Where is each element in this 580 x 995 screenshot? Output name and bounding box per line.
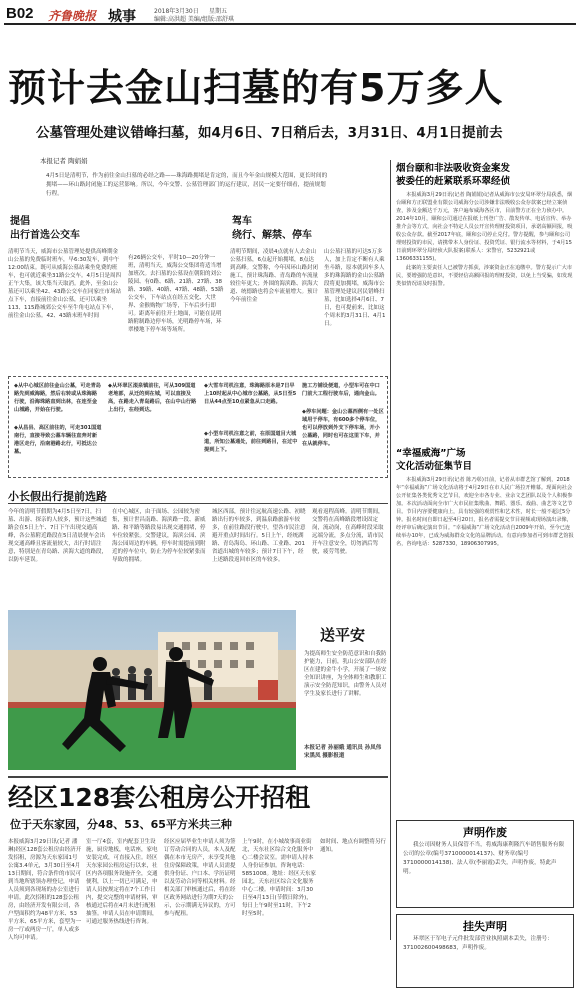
- section2-col-2: 在中心城区，由于面场、公园较为密集，预计世昌南路、海滨路一段、新威路、和平路等路段易出现交通拥堵，停车位较紧张。交警建议，海滨公园、滨海公园周边的车辆，停车时需提前到附近的停车位中，防止为停车位较紧张而导致的拥堵。: [112, 509, 206, 563]
- lead-intro: 4月5日是清明节，作为前往金山扫墓的必经之路——珠海路拥堵是肯定的，而且今年金山规模大范围，更长时间的拥堵——环山路封闭施工的运营影响。所以，今年交警、公墓管理部门的运行建议，居民一定要仔细看，提前规划行程。: [46, 173, 328, 197]
- tip-6: 施工方铺设便道，小型车可在中口门前大工程行驶车后，通向金山。: [302, 383, 380, 397]
- col1-title-a: 提倡: [10, 216, 30, 227]
- housing-col-1: 本报威海3月29日讯(记者 潘琳)经区128套公租房由经济开发招租，房源为天东家园1号公寓3.4单元，3月30日至4月13日期间，符合条件的市民可到当地所辖领办理登记，申请人员须到各现场的办公室进行申请。此次招租的128套公租房，由经济开发有限公司，各户型面积约为48平方米、53平方米、65平方米，套型为一房一厅或两房一厅，单人或多人均可申请。: [8, 839, 82, 941]
- lead-subhead: 公墓管理处建议错峰扫墓，如4月6日、7日稍后去，3月31日、4月1日提前去: [36, 125, 503, 141]
- photo-caption-body: 为提高师生安全防范意识和自我防护能力，日前，乳山公安部队在经区在建的金牛小学，开展了一场安全知识讲座，为全体师生和教职工演示安全防范知识，由警务人员对学生及家长进行了讲解。: [304, 651, 387, 697]
- photo-caption-title: 送平安: [320, 626, 366, 644]
- editor-credits: 编辑:高洪超 美编/组版:邵舒琪: [154, 16, 234, 23]
- housing-headline: 经区128套公租房公开招租: [8, 783, 311, 812]
- tip-2: ◆从昌县、高区前往的，可走301国道南行，直接导致公墓车辆往直奔对新港区走行，沿南港路北行，可抵达公墓。: [14, 425, 102, 455]
- story2-paragraph: 本报威海3月29日讯(记者 陈乃彰)日前，记者从市群艺馆了解到，2018年“幸福威海”广场文化活动将于4月29日在市人民广场拉开帷幕。现面向社会公开征集各类优秀文艺节目，欢迎全市各专业、业余文艺团队以及个人积极参加。本次活动面向全市广大市民征集歌曲、舞蹈、器乐、戏曲、曲艺等文艺节目。节目内容要健康向上，具有较强的观赏性和艺术性，时长一般不超过5分钟。报名时间自即日起至4月20日，报名者需提交节目视频或现场演出录像，经评审后确定演出节目。“幸福威海”广场文化活动自2009年开始，至今已连续举办10年，已成为威海群众文化的品牌活动。有意向参加者可到市群艺馆报名，咨询电话：5287330，18906307995。: [396, 477, 574, 547]
- lead-col-4: 山公墓扫墓的可达5万多人，加上肯定不断有人乘坐斗路，原本就因车多人多的珠海路的金山公墓路段将更加拥堵，威海市公墓管理处建议居民错峰扫墓，比如选择4月6日、7日，也可提前来，比如这个周末的3月31日、4月1日。: [324, 249, 386, 327]
- col1-title-b: 出行首选公交车: [10, 230, 80, 241]
- photo-credits: 本报记者 孙丽娥 通讯员 孙凤伟 宋黑凤 摄影报道: [304, 745, 382, 759]
- notice-void-title: 声明作废: [463, 826, 507, 839]
- story1-body: [396, 191, 574, 441]
- story1-paragraph-2: 此案的主要责任人已被警方抓获，涉案资金正在追缴中。警方提示广大市民，要增强防范意识，不要轻信高额回报的理财投资，以免上当受骗，如发现类似情况请及时报警。: [396, 265, 573, 287]
- tip-1: ◆从中心城区前往金山公墓，可走青岛路先到威海路，然后右转或从珠海路行驶，沿海珠路直到出林，在连至金山城路，开始在行驶。: [14, 383, 101, 413]
- section2-col-1: 今年的清明节假期为4月5日至7日，扫墓、出游、探亲的人较多，预计这些城道路会在5日上午、7日下午出现交通高峰，各公墓附近路段在5日清晨便车会出现交通高峰且客流量较大，出行时请注意，特别是在青岛路、滨海大道的路段，以防车延误。: [8, 509, 108, 563]
- section-name: 城事: [108, 9, 136, 25]
- lead-col-2: 有26辆公交车，平时10—20分钟一班，清明当天，威海公交集团将适当增加班次。去扫墓的公墓设在朝阳的刘公陵园、有0路、6路、21路、27路、38路、39路、40路、47路、48路、53路公交车，下车站点在经五交化、大世界、金猴购物广场等，下车后步行即可。距离年前往开土地面，可能在昆明路附制路边停车场，光明路停车场，环翠楼地下停车场等场所。: [128, 255, 224, 333]
- news-photo: [8, 610, 296, 770]
- housing-col-4: 上午9时，在小城故事商业街北，天东社区综合文化服务中心二楼会议室。需申请人持本人身份证参加。咨询电话：5851008。地址：经区天东家园北，天东社区综合文化服务中心二楼。申请时间：3月30日至4月13日(节假日除外)，每日上午9时至11时，下午2时至5时。: [242, 839, 316, 917]
- story2-title-b: 文化活动征集节目: [396, 461, 473, 472]
- masthead: [4, 3, 576, 25]
- story2-title-a: “幸福威海”广场: [396, 448, 466, 459]
- tip-3: ◆从环翠区滚泉镇前往，可从309国道老地部，从迁的到在城，可以直接及高，在路走入青岛路后，在山中山行路上出行，在经到达。: [108, 383, 197, 413]
- housing-subhead: 位于天东家园，分48、53、65平方米共三种: [10, 818, 232, 831]
- tip-5: ◆小型车司机注意之前，在原国道目大城道，所知公墓通处，前往到路目，在过中提到上下。: [204, 431, 298, 453]
- story1-title-a: 烟台颐和非法吸收资金案发: [396, 163, 511, 174]
- issue-date: 2018年3月30日: [154, 8, 199, 15]
- notice-lost-body: 环翠区于军电子元件批发部营业执照副本丢失，注册号：371002600498683，声明作废。: [403, 936, 553, 951]
- story1-title-b: 被委任的赶紧联系环翠经侦: [396, 176, 511, 187]
- notice-lost: [396, 914, 574, 988]
- lead-col-3: 清明节期间，凌晨4点就有人去金山公墓扫墓，6点起开始拥堵，8点达到高峰。交警称，今年因环山路封闭施工，预计珠海路、青岛路的车流量较往年更大；外围的海滨路、滨海大道、统德路也将会车流量增大。预计今年前往金: [230, 249, 318, 303]
- section2-title: 小长假出行提前选路: [8, 490, 107, 503]
- paper-logo: 齐鲁晚报: [48, 9, 97, 23]
- lead-col-1: 清明节当天，威海市公墓管理处提供高峰期金山公墓的免费临时班车，早6:30发车，到中午12:00结束。既可从威海公墓站乘坐免费的班车，也可就近乘坐31路公交车。4月5日是周四正午大集，该大集当天取消。此外，至金山公墓还可以乘坐42、43路公交车在同家庄市场站点下车，直接前往金山公墓，还可以乘坐113、115路城郊公交车至牛角屯站点下车，前往金山公墓。42、43路末班车时间: [8, 249, 121, 319]
- col3-title-a: 驾车: [232, 216, 252, 227]
- section2-col-3: 城区西部，预计往远航高速公路、初晓路出行的车较多，到温泉路旅游车较多，在前往路段行驶中，望各市民注意避开重点时间出行。5日上午，经统湖路、青岛海岛、环山路、工业路、201省道出城的车较多；预计7日下午，经上述路段返回市区的车较多。: [212, 509, 306, 563]
- notice-lost-title: 挂失声明: [463, 920, 507, 933]
- section2-col-4: 观看返程高峰。清明节期间，交警将在高峰路段增设固定岗，流动岗，在高峰时段采取远端分流，多点分流，请市民开车注意安全，切勿酒后驾驶，疲劳驾驶。: [312, 509, 384, 555]
- housing-rule: [8, 776, 388, 778]
- notice-void: [396, 820, 574, 908]
- sidebar-divider: [390, 160, 391, 940]
- housing-col-2: 室一厅4套，室内配套卫生设施，厨房地板，电话座，家电安装完成，可直接入住。经区天东家园公租房运行以来，社区内各项服务设施齐全，交通便利，以上一切已可满足，申请人员按规定将在7个工作日内，提交完整的申请材料，审核通过后将在4月末进行配租抽签。申请人员在申请期间，可通过服务热线进行咨询。: [86, 839, 158, 925]
- lead-headline: 预计去金山扫墓的有5万多人: [8, 66, 504, 110]
- story2-body: [396, 476, 574, 664]
- tip-4: ◆大雪车司机注意，珠海路原本是7日早上10时起从中心城市公墓路，从5日至5日从44点至10点紧急从口走路。: [204, 383, 297, 405]
- page-number: B02: [6, 5, 34, 22]
- tip-7: ◆停车问题：金山公墓西侧有一处区域用于停车，有600多个停车位，也可以停放到外支下停车场，开小公墓路，同时也可在这里下车，并在从就停车。: [302, 409, 384, 447]
- housing-col-5: 如时间、地点有调整将另行通知。: [320, 839, 387, 853]
- lead-byline: 本报记者 陶娟娟: [40, 157, 88, 165]
- story1-paragraph: 本报威海3月29日讯(记者 陶娟娟)记者从威海市公安局环翠分局获悉，烟台颐和方正联盟业有限公司威海分公司涉嫌非法吸收公众存款案已经立案侦查，涉及金额达千万元，客户遍布威海各区市，目前警方正在全力侦办中。2014年10月，颐和公司通过在报纸上刊登广告、散发传单、电话宣传、举办推介会等方式，向社会不特定人员公开宣传理财投资项目，承诺高额回报，吸收公众存款。截至2017年底，颐和公司停止兑付。警方提醒，参与颐和公司理财投资的市民，请携带本人身份证、投资凭证、银行流水等材料，于4月15日前到环翠分局经侦大队报案(联系人：宋警官，5232921或13606331155)。: [396, 192, 573, 262]
- col3-title-b: 绕行、解禁、停车: [232, 230, 312, 241]
- issue-weekday: 星期五: [209, 8, 228, 15]
- notice-void-body: 我公司因财务人员保管不当，将威海康利隆汽车销售服务有限公司的公章(编号3710000014137)、财务章(编号3710000014138)、法人章(李丽霞)丢失，声明作废，特此声明。: [403, 842, 565, 875]
- photo-safety-drill: [8, 610, 296, 770]
- housing-col-3: 经区应届毕业生申请人须为签订劳动合同的人员，本人及配偶在本市无房产，未享受其他住房保障政策，申请人员需提供身份证、户口本、学历证明以及劳动合同等相关材料。经相关部门审核通过后，将在经区政务网站进行为期7天的公示，公示期满无异议的，方可参与配租。: [164, 839, 236, 917]
- section2-rule: [8, 503, 388, 504]
